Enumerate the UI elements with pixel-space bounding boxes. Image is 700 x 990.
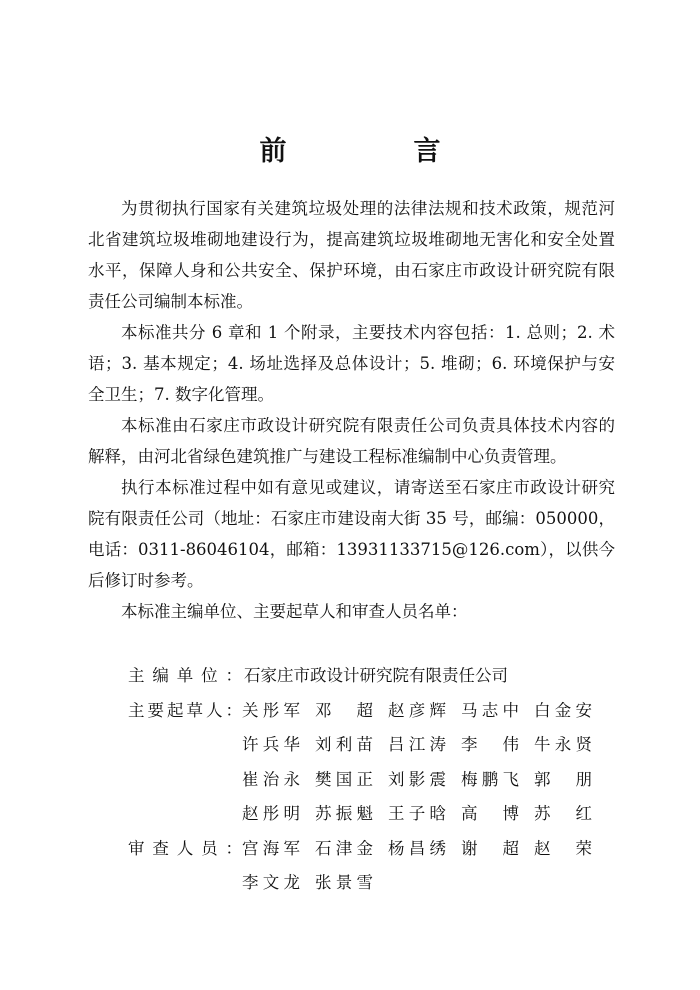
drafter-name: 赵彦辉	[388, 700, 446, 720]
reviewer-name: 谢 超	[461, 838, 519, 858]
drafter-name: 赵彤明	[242, 804, 300, 824]
reviewers-label: 审查人员：	[128, 838, 242, 858]
chief-unit-value: 石家庄市政设计研究院有限责任公司	[244, 666, 508, 686]
drafter-name: 刘利苗	[315, 735, 373, 755]
reviewers-row	[128, 830, 608, 865]
reviewer-name: 赵 荣	[534, 838, 592, 858]
drafter-name: 刘影震	[388, 769, 446, 789]
staff-list	[128, 657, 608, 899]
drafter-name: 关彤军	[242, 700, 300, 720]
drafter-name: 王子晗	[388, 804, 446, 824]
page-title: 前 言	[259, 136, 491, 167]
reviewer-name: 宫海军	[242, 838, 300, 858]
drafter-name: 郭 朋	[534, 769, 592, 789]
drafter-name: 苏振魁	[315, 804, 373, 824]
drafter-name: 李 伟	[461, 735, 519, 755]
drafter-name: 白金安	[534, 700, 592, 720]
foreword-body	[88, 193, 615, 627]
reviewer-name: 杨昌绣	[388, 838, 446, 858]
paragraph: 本标准共分 6 章和 1 个附录，主要技术内容包括：1. 总则；2. 术语；3. 基本规定；4. 场址选择及总体设计；5. 堆砌；6. 环境保护与安全卫生；7. 数字化管理。	[88, 323, 615, 404]
drafters-row	[128, 692, 608, 727]
reviewer-name: 张景雪	[315, 873, 373, 893]
paragraph: 为贯彻执行国家有关建筑垃圾处理的法律法规和技术政策，规范河北省建筑垃圾堆砌地建设行为，提高建筑垃圾堆砌地无害化和安全处置水平，保障人身和公共安全、保护环境，由石家庄市政设计研究院有限责任公司编制本标准。	[88, 199, 615, 311]
drafter-name: 苏 红	[534, 804, 592, 824]
drafter-name: 邓 超	[315, 700, 373, 720]
chief-unit-label: 主编单位：	[128, 666, 242, 686]
chief-unit-row	[128, 657, 608, 692]
drafters-row	[128, 761, 608, 796]
drafters-label: 主要起草人：	[128, 700, 242, 720]
paragraph: 执行本标准过程中如有意见或建议，请寄送至石家庄市政设计研究院有限责任公司（地址：石家庄市建设南大街 35 号，邮编：050000，电话：0311-86046104，邮箱：13931133715@126.com），以供今后修订时参考。	[88, 478, 615, 590]
reviewers-row	[128, 864, 608, 899]
drafter-name: 梅鹏飞	[461, 769, 519, 789]
paragraph: 本标准由石家庄市政设计研究院有限责任公司负责具体技术内容的解释，由河北省绿色建筑推广与建设工程标准编制中心负责管理。	[88, 416, 615, 466]
paragraph: 本标准主编单位、主要起草人和审查人员名单：	[121, 602, 468, 621]
reviewer-name: 石津金	[315, 838, 373, 858]
drafter-name: 牛永贤	[534, 735, 592, 755]
drafters-row	[128, 795, 608, 830]
drafter-name: 高 博	[461, 804, 519, 824]
drafter-name: 许兵华	[242, 735, 300, 755]
drafter-name: 吕江涛	[388, 735, 446, 755]
drafter-name: 马志中	[461, 700, 519, 720]
reviewer-name: 李文龙	[242, 873, 300, 893]
drafters-row	[128, 726, 608, 761]
drafter-name: 樊国正	[315, 769, 373, 789]
drafter-name: 崔治永	[242, 769, 300, 789]
